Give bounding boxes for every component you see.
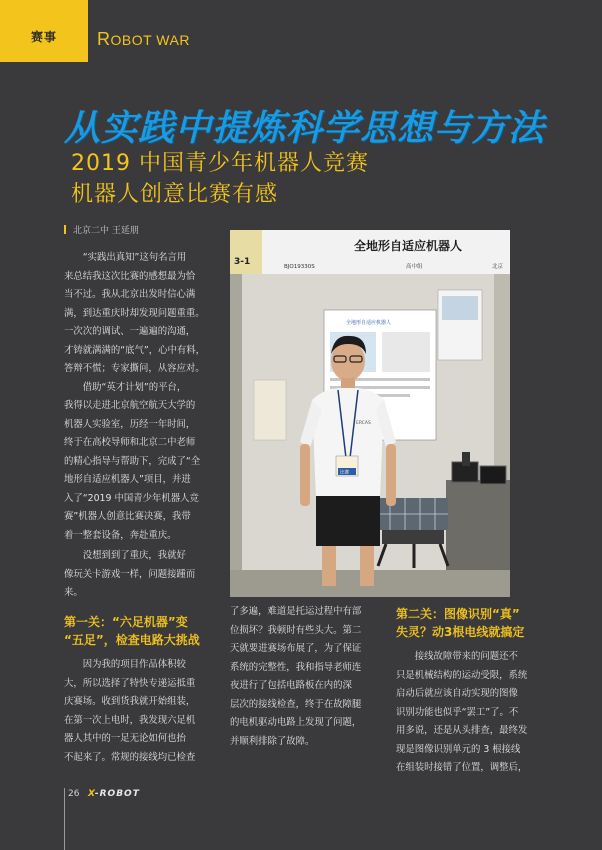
section-heading-line: 失灵？动3根电线就搞定: [396, 625, 525, 639]
text-line: 接线故障带来的问题还不: [396, 651, 518, 662]
person-arm-right: [386, 444, 396, 506]
text-line: 器人其中的一足无论如何也抬: [64, 733, 186, 744]
text-line: 并顺利排除了故障。: [230, 735, 315, 747]
poster-title: 全地形自适应机器人: [346, 320, 392, 326]
text-line: 因为我的项目作品体积较: [64, 659, 186, 670]
person-shorts: [316, 496, 380, 546]
text-line: 入了“2019 中国青少年机器人竞: [64, 492, 199, 504]
body-column-1b: [64, 547, 216, 603]
text-line: 位损坏？我顿时有些头大。第二: [230, 624, 362, 636]
badge-label: 比赛: [340, 470, 349, 476]
section-heading-2: [396, 605, 556, 641]
section-heading-line: “五足”，检查电路大挑战: [64, 633, 200, 647]
person-leg-right: [360, 546, 374, 586]
body-column-3: [396, 648, 546, 778]
text-line: 层次的接线检查，终于在故障腿: [230, 698, 362, 710]
banner-id: BJO19330S: [284, 264, 315, 270]
text-line: 来总结我这次比赛的感想最为恰: [64, 270, 196, 282]
text-line: 系统的完整性，我和指导老师连: [230, 661, 362, 673]
body-column-1: [64, 249, 216, 545]
section-tab-label: 赛事: [30, 30, 57, 44]
text-line: 的精心指导与帮助下，完成了“全: [64, 455, 201, 467]
brand-name: -ROBOT: [94, 789, 140, 799]
text-line: 在组装时接错了位置，调整后，: [396, 762, 528, 773]
banner-group: 高中组: [406, 264, 423, 270]
series-rest: OBOT WAR: [110, 32, 190, 48]
booth-post-left: [230, 230, 242, 597]
text-line: 在第一次上电时，我发现六足机: [64, 714, 196, 726]
text-line: 庆赛场。收到货我就开始组装，: [64, 696, 196, 707]
text-line: 像玩关卡游戏一样，问题接踵而: [64, 568, 196, 580]
camera-device: [462, 452, 470, 466]
body-column-2: [230, 603, 392, 751]
text-line: 用多说，还是从头排查，最终发: [396, 725, 528, 736]
banner-title: 全地形自适应机器人: [354, 239, 463, 253]
banner-city: 北京: [492, 264, 504, 270]
magazine-brand: [88, 789, 140, 799]
text-line: 不起来了。常规的接线均已检查: [64, 751, 196, 763]
text-line: 天就要进赛场布展了，为了保证: [230, 643, 362, 654]
text-line: 夜进行了包括电路板在内的深: [230, 680, 352, 691]
banner-number-block: [230, 230, 262, 274]
text-line: 没想到到了重庆，我就好: [64, 550, 186, 561]
shirt-text: ERCAS: [356, 421, 371, 426]
text-line: 才铸就满满的“底气”，心中有料，: [64, 344, 205, 356]
text-line: 终于在高校导师和北京二中老师: [64, 437, 196, 448]
poster-figure: [382, 332, 430, 372]
text-line: 答辩不慌；专家撕问，从容应对。: [64, 363, 205, 374]
article-subtitle-line2: 机器人创意比赛有感: [71, 182, 279, 207]
section-heading-1: [64, 613, 224, 649]
photo-illustration: [230, 230, 510, 597]
footer-rule: [64, 788, 65, 850]
banner-number: 3-1: [234, 257, 251, 267]
text-line: 机器人实验室，历经一年时间，: [64, 418, 196, 430]
text-line: “实践出真知”这句名言用: [64, 252, 187, 263]
text-line: 满，到达重庆时却发现问题重重。: [64, 307, 205, 319]
text-line: 大，所以选择了特快专递运抵重: [64, 677, 196, 689]
robot-chassis: [382, 530, 444, 544]
side-poster-figure: [442, 296, 478, 320]
body-column-1c: [64, 656, 222, 767]
text-line: 赛”机器人创意比赛决赛，我带: [64, 511, 191, 522]
brand-prefix: X: [88, 789, 95, 799]
text-line: 只是机械结构的运动受限，系统: [396, 669, 528, 681]
text-line: 借助“英才计划”的平台，: [64, 381, 187, 393]
section-tab: [0, 0, 88, 62]
section-heading-line: 第一关：“六足机器”变: [64, 615, 188, 629]
text-line: 启动后就应该自动实现的图像: [396, 688, 518, 699]
article-title: 从实践中提炼科学思想与方法: [64, 108, 546, 149]
text-line: 着一整套设备，奔赴重庆。: [64, 529, 177, 541]
person-arm-left: [300, 444, 310, 506]
page-number: 26: [68, 789, 80, 799]
left-sign: [254, 380, 286, 440]
person-tshirt: [312, 388, 384, 498]
text-line: 现是图像识别单元的 3 根接线: [396, 743, 521, 755]
article-photo: [230, 230, 510, 597]
article-subtitle-line1: 2019 中国青少年机器人竞赛: [71, 151, 369, 176]
person-leg-left: [322, 546, 336, 586]
text-line: 的电机驱动电路上发现了问题，: [230, 717, 362, 728]
author-byline: 北京二中 王延朋: [64, 223, 139, 236]
series-title: [97, 29, 190, 50]
monitor-screen: [480, 466, 506, 484]
series-initial: R: [97, 29, 111, 49]
text-line: 当不过。我从北京出发时信心满: [64, 289, 196, 300]
text-line: 来。: [64, 587, 83, 598]
section-heading-line: 第二关：图像识别“真”: [396, 607, 520, 621]
text-line: 一次次的调试、一遍遍的沟通，: [64, 326, 196, 337]
text-line: 了多遍，难道是托运过程中有部: [230, 606, 362, 617]
text-line: 地形自适应机器人”项目，并进: [64, 474, 191, 485]
text-line: 我得以走进北京航空航天大学的: [64, 400, 196, 411]
text-line: 识别功能也似乎“罢工”了。不: [396, 706, 519, 718]
